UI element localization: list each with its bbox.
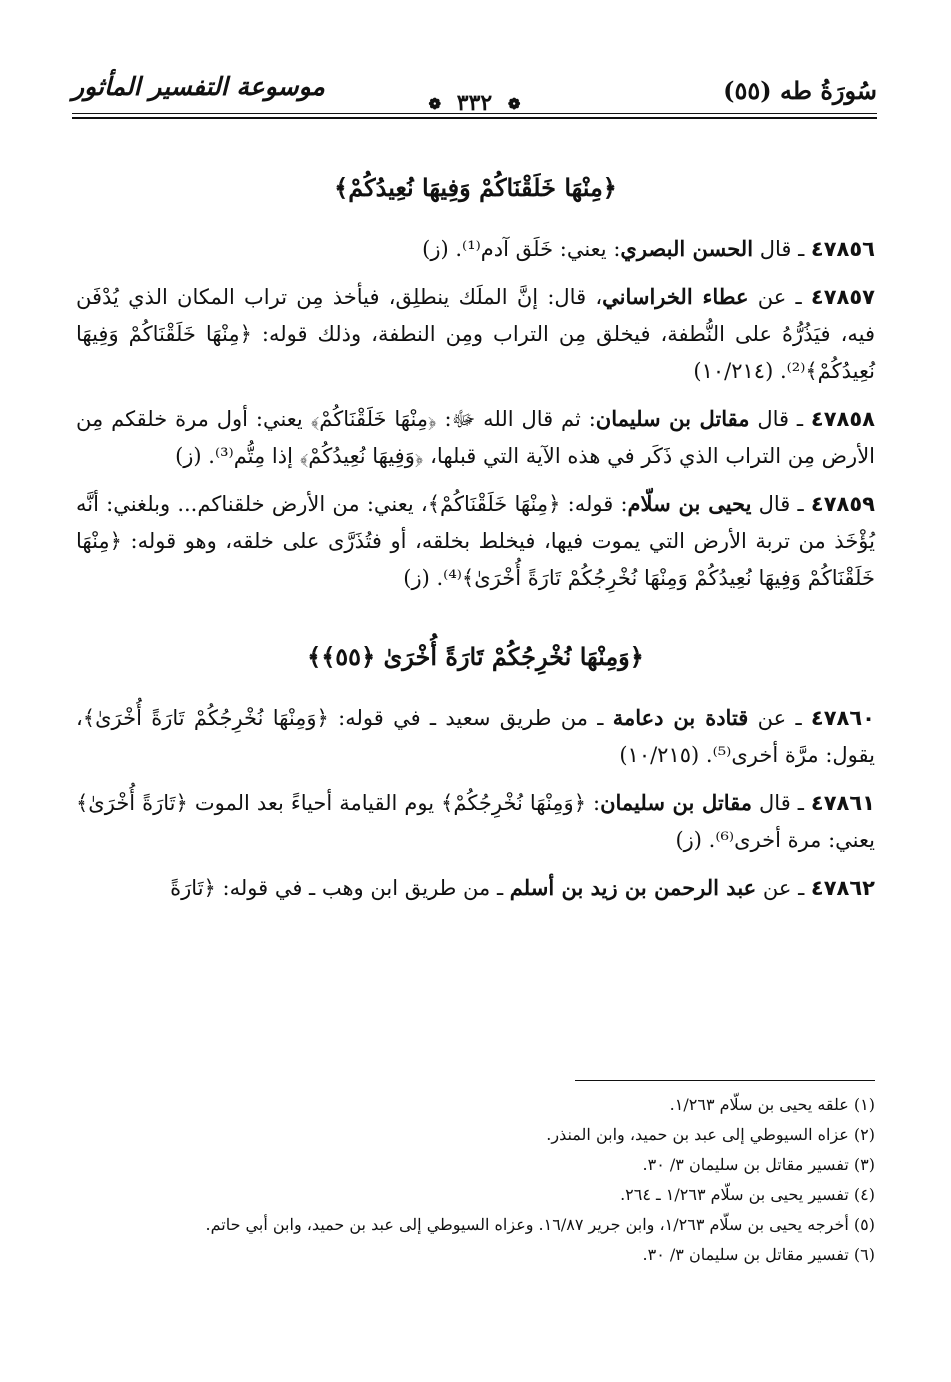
main-text bbox=[76, 160, 875, 917]
entry-number: ٤٧٨٥٧ bbox=[810, 285, 875, 309]
footnote: (٣) تفسير مقاتل بن سليمان ٣/ ٣٠. bbox=[642, 1155, 875, 1174]
narrator-name: عبد الرحمن بن زيد بن أسلم bbox=[509, 875, 757, 900]
entry-text: ـ من طريق ابن وهب ـ في قوله: ﴿تَارَةً bbox=[170, 876, 510, 900]
entry-number: ٤٧٨٦٠ bbox=[810, 706, 875, 730]
entry-prefix: ـ قال bbox=[749, 407, 811, 431]
entry-number: ٤٧٨٥٩ bbox=[810, 492, 875, 516]
header-divider-thick bbox=[72, 117, 877, 119]
narrator-name: عطاء الخراساني bbox=[602, 284, 749, 309]
entry-text: ـ من طريق سعيد ـ في قوله: ﴿وَمِنْهَا نُخْرِجُكُمْ تَارَةً أُخْرَىٰ﴾، يقول: مرَّة أخرى⁽⁵⁾. (١٠/٢١٥) bbox=[76, 706, 875, 767]
narration-entry bbox=[76, 784, 875, 859]
ornament-icon: ❁ bbox=[428, 95, 442, 113]
entry-prefix: ـ عن bbox=[756, 876, 811, 900]
narrator-name: مقاتل بن سليمان bbox=[600, 790, 753, 815]
narrator-name: الحسن البصري bbox=[620, 236, 754, 261]
footnote: (٢) عزاه السيوطي إلى عبد بن حميد، وابن المنذر. bbox=[546, 1125, 875, 1144]
page-header bbox=[72, 70, 877, 118]
verse-heading: ﴿مِنْهَا خَلَقْنَاكُمْ وَفِيهَا نُعِيدُكُمْ﴾ bbox=[334, 173, 617, 202]
narrator-name: يحيى بن سلّام bbox=[627, 491, 752, 516]
narration-entry bbox=[76, 699, 875, 774]
ornament-icon: ❁ bbox=[507, 95, 521, 113]
entry-text: : قوله: ﴿مِنْهَا خَلَقْنَاكُمْ﴾، يعني: من الأرض خلقناكم... وبلغني: أنَّه يُؤْخَذ من تربة الأرض التي يموت فيها، فيخلط بخلقه، أو فتُذَرَّى على خلقه، وهو قوله: ﴿مِنْهَا خَلَقْنَاكُمْ وَفِيهَا نُعِيدُكُمْ وَمِنْهَا نُخْرِجُكُمْ تَارَةً أُخْرَىٰ﴾⁽⁴⁾. (ز) bbox=[76, 492, 875, 590]
entry-prefix: ـ قال bbox=[751, 492, 811, 516]
footnote-divider bbox=[575, 1080, 875, 1081]
footnote: (٥) أخرجه يحيى بن سلّام ١/٢٦٣، وابن جرير ١٦/٨٧. وعزاه السيوطي إلى عبد بن حميد، وابن أبي حاتم. bbox=[205, 1215, 875, 1234]
footnotes bbox=[76, 1090, 875, 1270]
entry-prefix: ـ عن bbox=[748, 285, 811, 309]
entry-number: ٤٧٨٥٦ bbox=[810, 237, 875, 261]
entry-number: ٤٧٨٦١ bbox=[810, 791, 875, 815]
header-divider bbox=[72, 113, 877, 114]
narration-entry bbox=[76, 230, 875, 268]
narration-entry bbox=[76, 400, 875, 475]
entry-prefix: ـ عن bbox=[748, 706, 811, 730]
footnote: (٤) تفسير يحيى بن سلّام ١/٢٦٣ ـ ٢٦٤. bbox=[620, 1185, 875, 1204]
footnote: (١) علقه يحيى بن سلّام ١/٢٦٣. bbox=[669, 1095, 875, 1114]
narration-entry bbox=[76, 869, 875, 907]
entry-text: ، قال: إنَّ الملَك ينطلِق، فيأخذ مِن تراب المكان الذي يُدْفَن فيه، فيَذُرُّهُ على النُّطفة، فيخلق مِن التراب ومِن النطفة، وذلك قوله: ﴿مِنْهَا خَلَقْنَاكُمْ وَفِيهَا نُعِيدُكُمْ﴾⁽²⁾. (١٠/٢١٤) bbox=[76, 285, 875, 383]
entry-number: ٤٧٨٥٨ bbox=[810, 407, 875, 431]
narrator-name: قتادة بن دعامة bbox=[612, 705, 749, 730]
narration-entry bbox=[76, 485, 875, 597]
narration-entry bbox=[76, 278, 875, 390]
entry-text: : ثم قال الله ﷻ: ﴿مِنْهَا خَلَقْنَاكُمْ﴾ يعني: أول مرة خلقكم مِن الأرض مِن التراب الذي ذَكَر في هذه الآية التي قبلها، ﴿وَفِيهَا نُعِيدُكُمْ﴾ إذا مِتُّم⁽³⁾. (ز) bbox=[76, 407, 875, 468]
entry-prefix: ـ قال bbox=[752, 791, 811, 815]
entry-text: : يعني: خَلَق آدم⁽¹⁾. (ز) bbox=[422, 237, 621, 261]
page-number-text: ٣٣٢ bbox=[456, 90, 493, 116]
book-title: موسوعة التفسير المأثور bbox=[72, 72, 325, 101]
entry-text: : ﴿وَمِنْهَا نُخْرِجُكُمْ﴾ يوم القيامة أحياءً بعد الموت ﴿تَارَةً أُخْرَىٰ﴾ يعني: مرة أخرى⁽⁶⁾. (ز) bbox=[76, 791, 875, 852]
surah-title: سُورَةُ طه (٥٥) bbox=[723, 76, 877, 105]
footnote: (٦) تفسير مقاتل بن سليمان ٣/ ٣٠. bbox=[642, 1245, 875, 1264]
entry-prefix: ـ قال bbox=[753, 237, 811, 261]
narrator-name: مقاتل بن سليمان bbox=[595, 406, 750, 431]
verse-heading: ﴿وَمِنْهَا نُخْرِجُكُمْ تَارَةً أُخْرَىٰ ﴿٥٥﴾﴾ bbox=[307, 642, 644, 671]
entry-number: ٤٧٨٦٢ bbox=[810, 876, 875, 900]
